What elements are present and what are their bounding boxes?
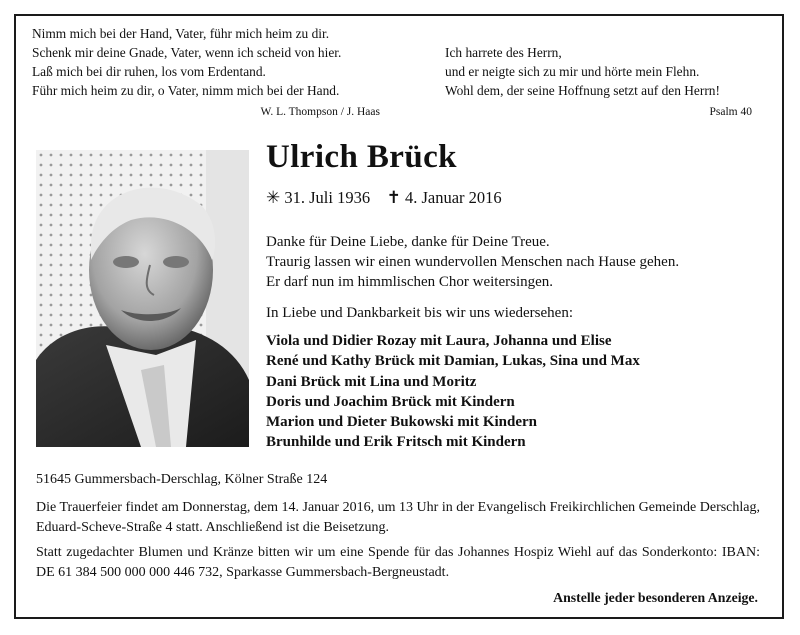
notice-line: Anstelle jeder besonderen Anzeige. (553, 590, 758, 605)
birth-star-icon: ✳ (266, 188, 281, 207)
portrait-photo (36, 150, 249, 447)
birth-date: 31. Juli 1936 (284, 188, 371, 207)
death-cross-icon: ✝ (386, 188, 401, 207)
poem-author: W. L. Thompson / J. Haas (260, 106, 380, 118)
address: 51645 Gummersbach-Derschlag, Kölner Straße 124 (36, 472, 328, 487)
poem-line: Laß mich bei dir ruhen, los vom Erdentand. (32, 64, 266, 79)
death-date: 4. Januar 2016 (404, 188, 502, 207)
donation-info: Statt zugedachter Blumen und Kränze bitten wir um eine Spende für das Johannes Hospiz Wiehl auf das Sonderkonto: IBAN: DE 61 384 500 000 000 446 732, Sparkasse Gummersbach-Bergneustadt. (36, 545, 760, 580)
family-member: Brunhilde und Erik Fritsch mit Kindern (266, 434, 526, 451)
psalm-line: Wohl dem, der seine Hoffnung setzt auf den Herrn! (445, 83, 720, 98)
life-dates (266, 188, 502, 208)
thanks-line: Er darf nun im himmlischen Chor weitersingen. (266, 274, 554, 290)
family-member: René und Kathy Brück mit Damian, Lukas, Sina und Max (266, 353, 640, 370)
deceased-name: Ulrich Brück (266, 139, 457, 175)
family-list (266, 331, 640, 453)
funeral-info: Die Trauerfeier findet am Donnerstag, dem 14. Januar 2016, um 13 Uhr in der Evangelisch Freikirchlichen Gemeinde Derschlag, Eduard-Scheve-Straße 4 statt. Anschließend ist die Beisetzung. (36, 500, 760, 535)
thanks-line: Danke für Deine Liebe, danke für Deine Treue. (266, 234, 550, 250)
portrait-image (36, 150, 249, 447)
poem-line: Nimm mich bei der Hand, Vater, führ mich heim zu dir. (32, 26, 330, 41)
family-member: Marion und Dieter Bukowski mit Kindern (266, 414, 538, 431)
psalm-source: Psalm 40 (709, 106, 752, 118)
thanks-text (266, 232, 766, 292)
poem-left (32, 24, 412, 100)
poem-line: Führ mich heim zu dir, o Vater, nimm mich bei der Hand. (32, 83, 340, 98)
poem-line: Schenk mir deine Gnade, Vater, wenn ich scheid von hier. (32, 45, 342, 60)
family-member: Dani Brück mit Lina und Moritz (266, 373, 477, 390)
psalm-line: Ich harrete des Herrn, (445, 45, 562, 60)
family-member: Doris und Joachim Brück mit Kindern (266, 393, 515, 410)
thanks-line: Traurig lassen wir einen wundervollen Menschen nach Hause gehen. (266, 254, 680, 270)
family-member: Viola und Didier Rozay mit Laura, Johanna und Elise (266, 333, 612, 349)
farewell-line: In Liebe und Dankbarkeit bis wir uns wiedersehen: (266, 305, 573, 321)
poem-right (445, 43, 765, 100)
psalm-line: und er neigte sich zu mir und hörte mein Flehn. (445, 64, 700, 79)
